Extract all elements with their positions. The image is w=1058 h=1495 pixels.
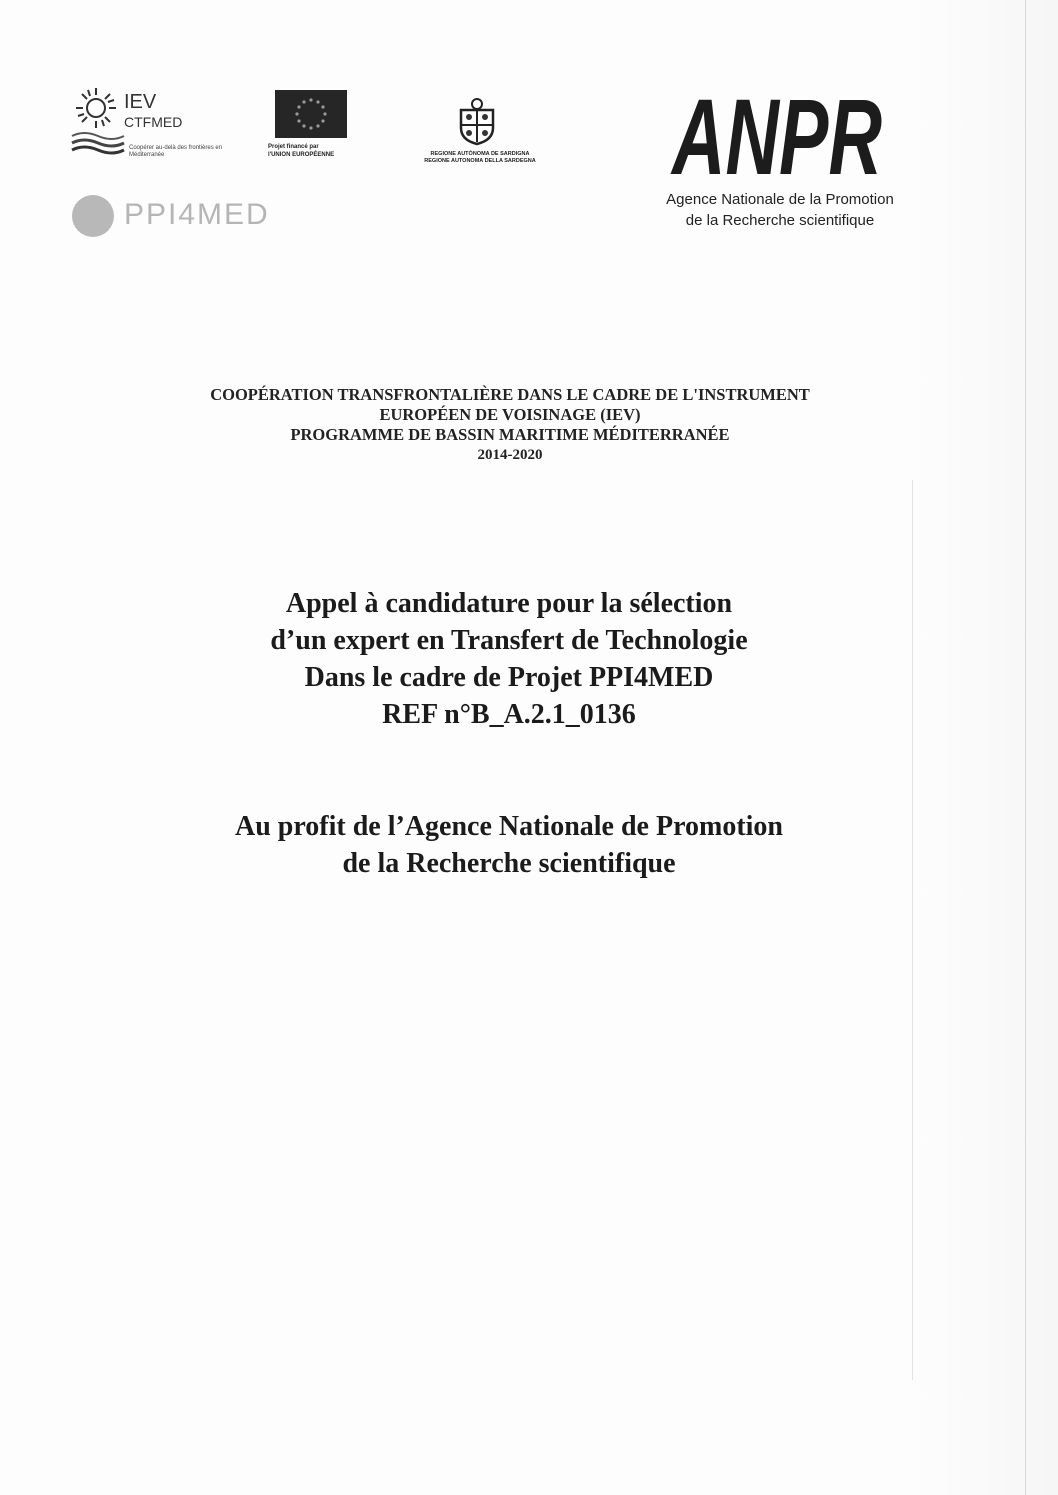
sardinia-caption-line2: REGIONE AUTONOMA DELLA SARDEGNA: [424, 158, 536, 164]
program-line2: EUROPÉEN DE VOISINAGE (IEV): [379, 405, 641, 424]
beneficiary-line1: Au profit de l’Agence Nationale de Promotion: [234, 811, 784, 842]
coat-of-arms-icon: [455, 96, 499, 146]
title-reference: REF n°B_A.2.1_0136: [382, 699, 636, 730]
iev-title: IEV: [124, 91, 157, 113]
sardinia-caption-line1: REGIONE AUTÒNOMA DE SARDIGNA: [430, 151, 530, 157]
eu-caption-line2: l'UNION EUROPÉENNE: [268, 152, 335, 158]
title-line3: Dans le cadre de Projet PPI4MED: [304, 662, 714, 693]
program-years: 2014-2020: [477, 447, 543, 463]
beneficiary-line2: de la Recherche scientifique: [342, 848, 676, 879]
iev-subtitle: CTFMED: [124, 114, 183, 130]
iev-caption: Coopérer au-delà des frontières en Méditerranée: [129, 145, 223, 158]
scan-edge-line: [1025, 0, 1026, 1495]
program-line3: PROGRAMME DE BASSIN MARITIME MÉDITERRANÉE: [290, 425, 730, 444]
title-line2: d’un expert en Transfert de Technologie: [270, 625, 748, 656]
program-line1: COOPÉRATION TRANSFRONTALIÈRE DANS LE CADRE DE L'INSTRUMENT: [210, 385, 810, 404]
program-header: [100, 385, 920, 465]
waves-icon: [70, 130, 126, 156]
scan-shadow: [912, 0, 1058, 1495]
ppi4med-name: PPI4MED: [124, 198, 270, 231]
beneficiary-block: [100, 808, 918, 882]
anpr-caption-line1: Agence Nationale de la Promotion: [666, 191, 894, 208]
anpr-caption-line2: de la Recherche scientifique: [685, 212, 875, 229]
gears-icon: [72, 195, 114, 237]
sun-icon: [74, 86, 118, 130]
title-line1: Appel à candidature pour la sélection: [285, 588, 733, 619]
eu-flag-icon: [275, 90, 347, 138]
eu-caption-line1: Projet financé par: [268, 144, 319, 150]
anpr-wordmark-text: ANPR: [669, 82, 882, 186]
document-title: [100, 585, 918, 733]
anpr-wordmark: [668, 82, 888, 186]
